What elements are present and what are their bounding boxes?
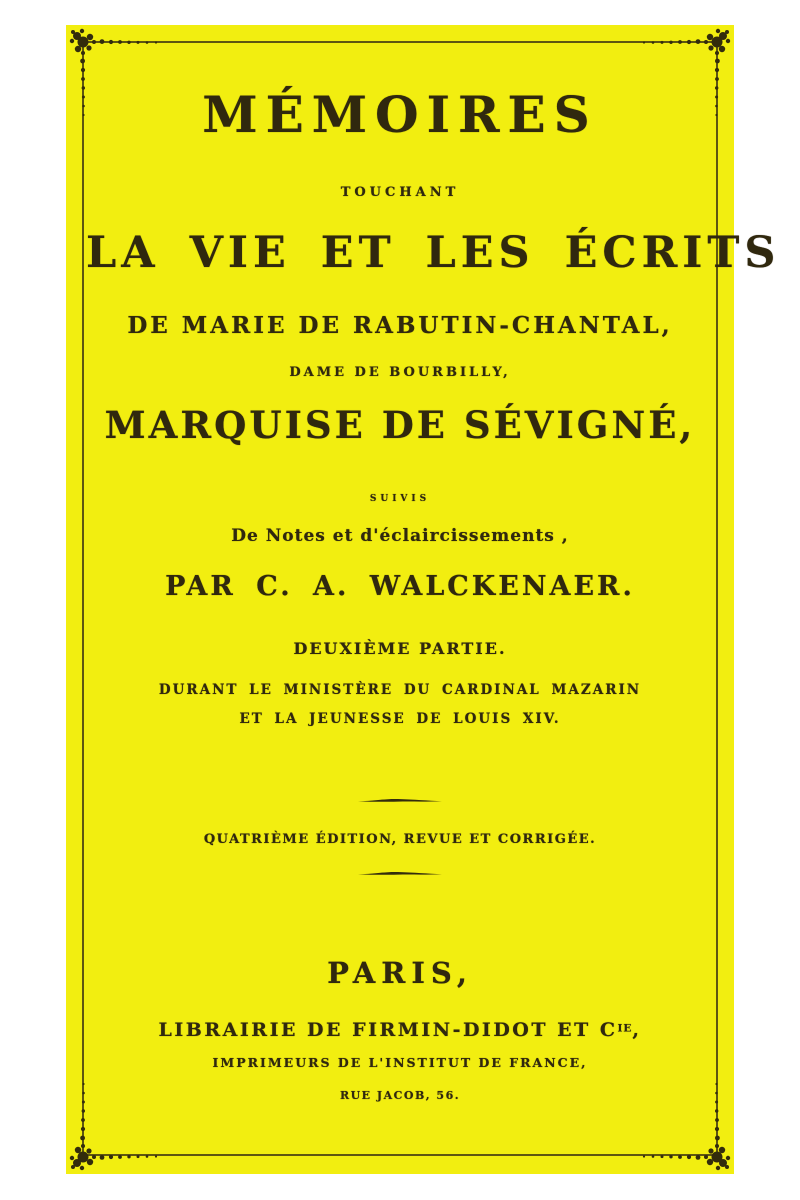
book-title: MÉMOIRES (202, 85, 598, 144)
notes-line: De Notes et d'éclaircissements , (231, 526, 569, 546)
part-detail-line-2: ET LA JEUNESSE DE LOUIS XIV. (239, 711, 561, 727)
publisher-superscript: IE (617, 1022, 633, 1035)
publisher-suffix: , (632, 1019, 642, 1041)
edition-line: QUATRIÈME ÉDITION, REVUE ET CORRIGÉE. (203, 832, 597, 847)
imprint-printer: IMPRIMEURS DE L'INSTITUT DE FRANCE, (212, 1055, 588, 1070)
subject-estate-line: DAME DE BOURBILLY, (289, 365, 511, 380)
imprint-address: RUE JACOB, 56. (339, 1089, 461, 1102)
imprint-city: PARIS, (327, 956, 473, 990)
subject-title-line: MARQUISE DE SÉVIGNÉ, (104, 403, 696, 447)
suivis-label: SUIVIS (369, 494, 431, 504)
swelled-rule-top (358, 798, 442, 804)
book-subtitle: LA VIE ET LES ÉCRITS (86, 228, 781, 278)
swelled-rule-bottom (358, 871, 442, 877)
publisher-prefix: LIBRAIRIE DE FIRMIN-DIDOT ET C (158, 1019, 618, 1041)
subject-name-line: DE MARIE DE RABUTIN-CHANTAL, (127, 312, 673, 339)
book-cover (66, 25, 781, 1174)
part-detail-line-1: DURANT LE MINISTÈRE DU CARDINAL MAZARIN (158, 682, 642, 698)
author-line: PAR C. A. WALCKENAER. (165, 571, 635, 602)
title-connector: TOUCHANT (340, 185, 460, 200)
imprint-publisher (86, 1021, 714, 1040)
part-heading: DEUXIÈME PARTIE. (293, 639, 507, 658)
